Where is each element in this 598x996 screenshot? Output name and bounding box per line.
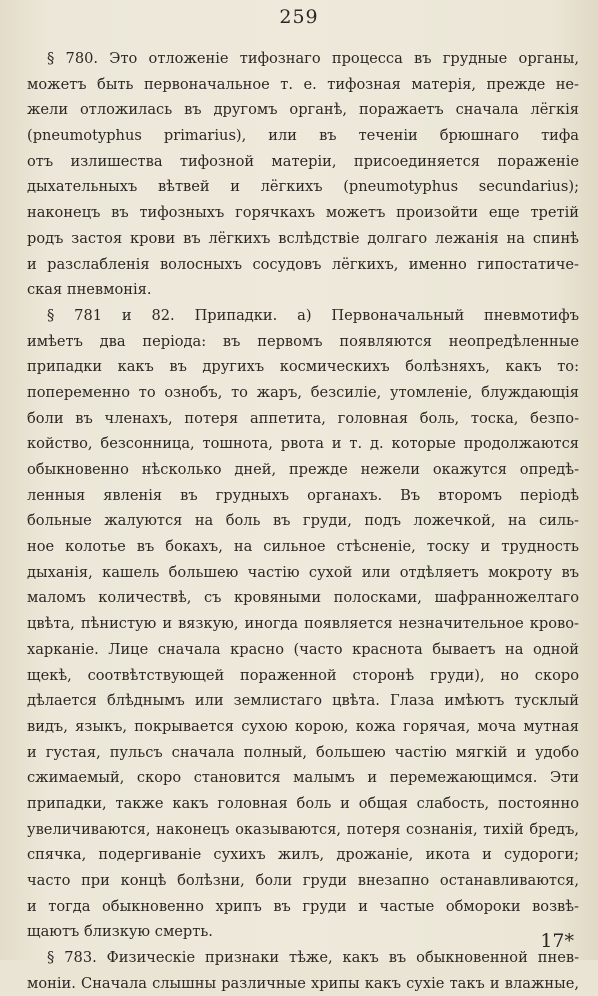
text-line: припадки какъ въ другихъ космическихъ болѣзняхъ, какъ то: [27,358,579,376]
text-line: и густая, пульсъ сначала полный, большею частію мягкій и удобо [27,743,579,761]
text-line: дыхательныхъ вѣтвей и лёгкихъ (pneumotyphus secundarius); [27,178,579,196]
text-line: ное колотье въ бокахъ, на сильное стѣсненіе, тоску и трудность [27,538,579,556]
text-line: (pneumotyphus primarius), или въ теченіи брюшнаго тифа [27,127,579,145]
text-line: наконецъ въ тифозныхъ горячкахъ можетъ произойти еще третій [27,204,579,222]
text-line: часто при концѣ болѣзни, боли груди внезапно останавливаются, [27,872,579,889]
text-line: дыханія, кашель большею частію сухой или отдѣляетъ мокроту въ [27,563,579,581]
text-line: ленныя явленія въ грудныхъ органахъ. Въ второмъ періодѣ [27,486,579,504]
text-line: увеличиваются, наконецъ оказываются, потеря сознанія, тихій бредъ, [27,820,579,838]
text-line: имѣетъ два періода: въ первомъ появляются неопредѣленные [27,332,579,350]
body-text [27,46,579,996]
text-line: припадки, также какъ головная боль и общая слабость, постоянно [27,794,579,812]
text-line: отъ излишества тифозной матеріи, присоединяется пораженіе [27,152,579,170]
page-number: 259 [279,6,319,28]
signature-mark: 17* [540,930,574,952]
text-line: койство, безсонница, тошнота, рвота и т. д. которые продолжаются [27,435,579,453]
text-line: харканіе. Лице сначала красно (часто краснота бываетъ на одной [27,640,579,658]
text-line: моніи. Сначала слышны различные хрипы какъ сухіе такъ и влажные, [27,974,579,992]
text-line: больные жалуются на боль въ груди, подъ ложечкой, на силь- [27,512,579,530]
text-line: § 781 и 82. Припадки. а) Первоначальный пневмотифъ [47,306,579,324]
text-line: и разслабленія волосныхъ сосудовъ лёгкихъ, именно гипостатиче- [27,255,579,273]
text-line: родъ застоя крови въ лёгкихъ вслѣдствіе долгаго лежанія на спинѣ [27,229,579,247]
text-line: маломъ количествѣ, съ кровяными полосками, шафранножелтаго [27,589,579,607]
text-line: и тогда обыкновенно хрипъ въ груди и частые обмороки возвѣ- [27,897,579,915]
text-line: сжимаемый, скоро становится малымъ и перемежающимся. Эти [27,769,579,787]
text-line: боли въ членахъ, потеря аппетита, головная боль, тоска, безпо- [27,409,579,427]
text-line: дѣлается блѣднымъ или землистаго цвѣта. Глаза имѣютъ тусклый [27,692,579,710]
text-line: щаютъ близкую смерть. [27,923,213,941]
text-line: можетъ быть первоначальное т. е. тифозная матерія, прежде не- [27,75,579,93]
text-line: жели отложилась въ другомъ органѣ, поражаетъ сначала лёгкія [27,101,579,119]
text-line: попеременно то ознобъ, то жаръ, безсиліе, утомленіе, блуждающія [27,383,579,401]
text-line: ская пневмонія. [27,281,152,299]
text-line: обыкновенно нѣсколько дней, прежде нежели окажутся опредѣ- [27,461,579,478]
text-line: видъ, языкъ, покрывается сухою корою, кожа горячая, моча мутная [27,717,579,735]
text-line: § 783. Физическіе признаки тѣже, какъ въ обыкновенной пнев- [47,949,579,967]
text-line: спячка, подергиваніе сухихъ жилъ, дрожаніе, икота и судороги; [27,846,579,864]
text-line: цвѣта, пѣнистую и вязкую, иногда появляется незначительное крово- [27,615,579,633]
text-line: щекѣ, соотвѣтствующей пораженной сторонѣ груди), но скоро [27,666,579,684]
text-line: § 780. Это отложеніе тифознаго процесса въ грудные органы, [47,50,579,67]
